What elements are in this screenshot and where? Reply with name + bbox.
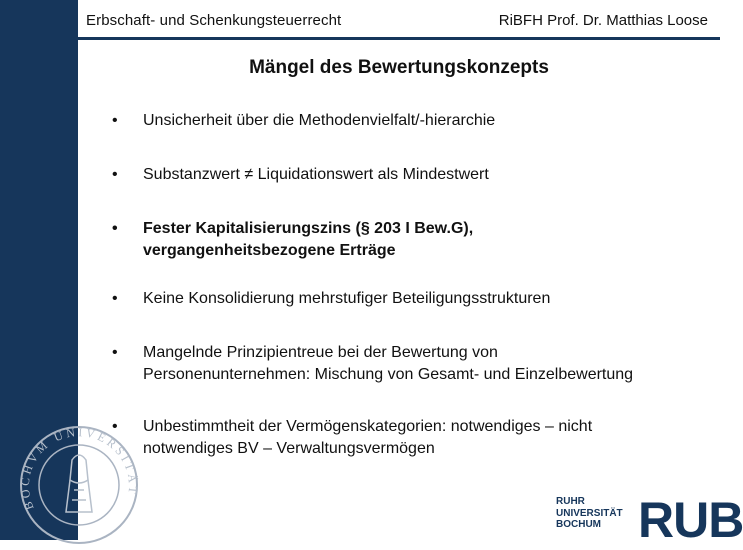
svg-text:BOCHVM UNIVERSITÄT: [18, 425, 141, 512]
bullet-line: vergangenheitsbezogene Erträge: [143, 242, 396, 259]
university-seal-icon: [14, 420, 144, 550]
bullet-text: [143, 110, 703, 132]
bullet-line: Unsicherheit über die Methodenvielfalt/-hierarchie: [143, 112, 496, 129]
university-logo-text: [556, 496, 623, 531]
bullet-line: Mangelnde Prinzipientreue bei der Bewertung von: [143, 344, 498, 361]
bullet-text: [143, 218, 703, 262]
bullet-line: Substanzwert ≠ Liquidationswert als Mindestwert: [143, 166, 489, 183]
logo-line: BOCHUM: [556, 519, 601, 530]
slide-header: [78, 0, 720, 38]
bullet-text: [143, 164, 703, 186]
seal-lettering: BOCHVM UNIVERSITÄT: [17, 424, 141, 512]
bullet-line: Unbestimmtheit der Vermögenskategorien: notwendiges – nicht: [143, 418, 593, 435]
bullet-dot: •: [112, 418, 118, 435]
bullet-text: [143, 288, 703, 310]
logo-line: RUHR: [556, 496, 585, 507]
bullet-text: [143, 342, 703, 386]
header-course-title: Erbschaft- und Schenkungsteuerrecht: [86, 12, 342, 29]
bullet-dot: •: [112, 290, 118, 307]
header-divider: [78, 37, 720, 40]
bullet-line: Keine Konsolidierung mehrstufiger Beteiligungsstrukturen: [143, 290, 551, 307]
bullet-dot: •: [112, 344, 118, 361]
bullet-text: [143, 416, 703, 460]
bullet-line: Personenunternehmen: Mischung von Gesamt- und Einzelbewertung: [143, 366, 634, 383]
bullet-line: Fester Kapitalisierungszins (§ 203 I Bew.G),: [143, 220, 474, 237]
bullet-line: notwendiges BV – Verwaltungsvermögen: [143, 440, 435, 457]
logo-line: UNIVERSITÄT: [556, 507, 623, 519]
university-logo-mark: RUB: [638, 492, 743, 548]
header-author: RiBFH Prof. Dr. Matthias Loose: [498, 12, 708, 29]
page-title: Mängel des Bewertungskonzepts: [249, 57, 549, 78]
bullet-dot: •: [112, 220, 118, 237]
bullet-dot: •: [112, 112, 118, 129]
bullet-dot: •: [112, 166, 118, 183]
